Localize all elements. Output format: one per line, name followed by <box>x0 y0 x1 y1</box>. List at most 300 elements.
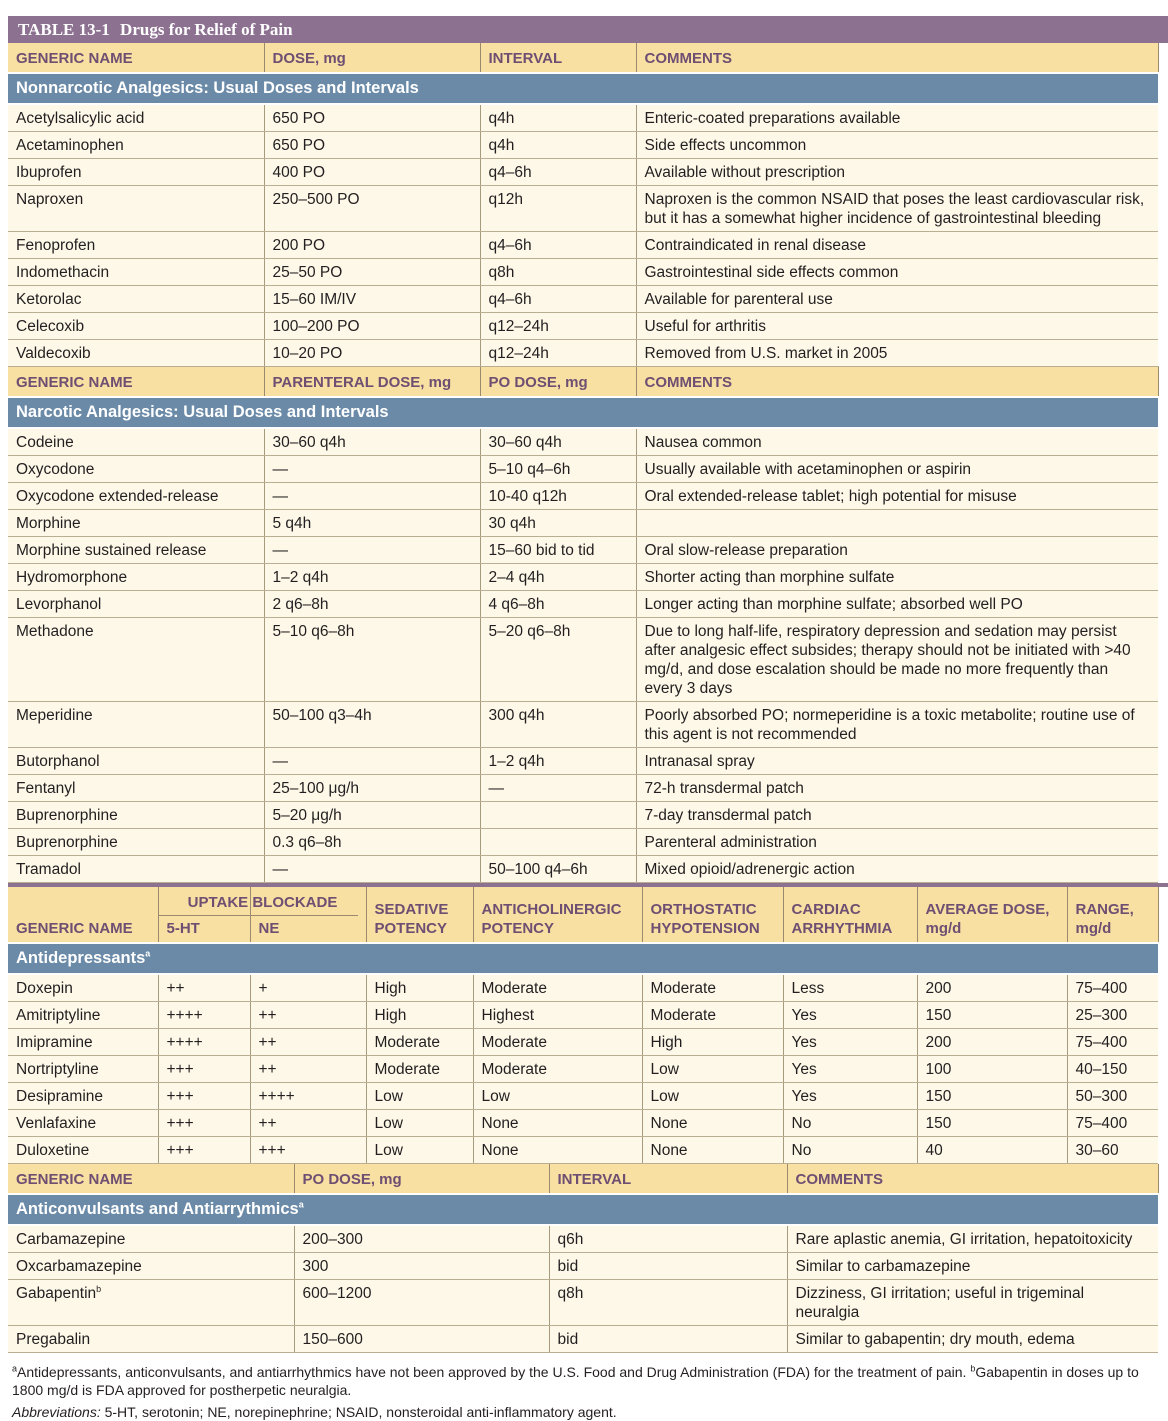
column-header-row <box>8 367 1158 398</box>
column-header: INTERVAL <box>549 1164 787 1194</box>
column-header: ANTICHOLINERGIC POTENCY <box>473 887 642 943</box>
table-cell <box>158 1083 250 1110</box>
cell-text: Usually available with acetaminophen or aspirin <box>644 461 972 478</box>
cell-text: ++++ <box>166 1034 203 1051</box>
abbreviations-label: Abbreviations: <box>12 1404 101 1420</box>
table-cell <box>366 1110 473 1137</box>
cell-text: Nausea common <box>644 434 762 451</box>
section-title <box>8 397 1158 428</box>
table-cell <box>636 340 1158 367</box>
table-cell <box>264 591 480 618</box>
cell-text: 5–10 q4–6h <box>488 461 571 478</box>
column-header: SEDATIVE POTENCY <box>366 887 473 943</box>
column-header-ne: NE <box>258 920 280 937</box>
cell-text: 650 PO <box>272 137 326 154</box>
cell-text: bid <box>557 1331 579 1348</box>
table-cell <box>636 802 1158 829</box>
cell-text: Low <box>650 1088 679 1105</box>
cell-text: Moderate <box>481 1061 547 1078</box>
cell-text: Desipramine <box>16 1088 104 1105</box>
cell-text: 40 <box>925 1142 943 1159</box>
cell-text: 150 <box>925 1007 952 1024</box>
table-number: TABLE 13-1 <box>18 20 110 39</box>
table-cell <box>8 1225 294 1253</box>
cell-text: Intranasal spray <box>644 753 755 770</box>
cell-text: 30–60 q4h <box>488 434 562 451</box>
table-cell <box>783 1083 917 1110</box>
table-cell <box>636 186 1158 232</box>
section-title-row <box>8 943 1158 974</box>
section-title <box>8 943 1158 974</box>
cell-text: q8h <box>557 1285 584 1302</box>
footnote-b-marker: b <box>970 1363 976 1374</box>
cell-text: q4–6h <box>488 164 532 181</box>
footnotes <box>8 1363 1152 1421</box>
table-cell <box>8 1083 158 1110</box>
cell-text: Ibuprofen <box>16 164 82 181</box>
table-cell <box>250 1083 366 1110</box>
table-cell <box>8 456 264 483</box>
table-row <box>8 1029 1158 1056</box>
table-cell <box>636 483 1158 510</box>
table-cell <box>264 340 480 367</box>
cell-text: Buprenorphine <box>16 834 118 851</box>
table-cell <box>480 232 636 259</box>
table-cell <box>264 618 480 702</box>
cell-text: 300 q4h <box>488 707 545 724</box>
table-cell <box>480 564 636 591</box>
cell-text: Hydromorphone <box>16 569 128 586</box>
table-title-bar <box>8 16 1168 43</box>
table-cell <box>8 159 264 186</box>
table-cell <box>549 1225 787 1253</box>
cell-text: 5–20 μg/h <box>272 807 342 824</box>
table-row <box>8 186 1158 232</box>
table-cell <box>1067 974 1158 1002</box>
cell-text: Imipramine <box>16 1034 93 1051</box>
column-header: AVERAGE DOSE, mg/d <box>917 887 1067 943</box>
table-row <box>8 702 1158 748</box>
table-cell <box>250 974 366 1002</box>
table-row <box>8 1056 1158 1083</box>
table-name: Drugs for Relief of Pain <box>120 20 293 39</box>
cell-text: 75–400 <box>1075 1115 1128 1132</box>
abbreviations <box>12 1403 1152 1421</box>
table-cell <box>480 456 636 483</box>
cell-text: Low <box>374 1142 403 1159</box>
table-cell <box>636 232 1158 259</box>
cell-text: Similar to gabapentin; dry mouth, edema <box>795 1331 1075 1348</box>
cell-text: — <box>272 753 288 770</box>
table-cell <box>473 1110 642 1137</box>
table-cell <box>294 1225 549 1253</box>
cell-text: 25–50 PO <box>272 264 343 281</box>
cell-text: Yes <box>791 1061 817 1078</box>
analgesics-table <box>8 43 1159 883</box>
table-cell <box>480 618 636 702</box>
table-cell <box>366 1029 473 1056</box>
table-cell <box>294 1326 549 1353</box>
table-cell <box>642 1029 783 1056</box>
cell-text: Useful for arthritis <box>644 318 766 335</box>
table-cell <box>8 856 264 883</box>
cell-text: Meperidine <box>16 707 93 724</box>
table-cell <box>264 259 480 286</box>
cell-text: Naproxen <box>16 191 84 208</box>
cell-text: 1–2 q4h <box>488 753 545 770</box>
table-cell <box>783 1137 917 1164</box>
section-title-footnote-marker: a <box>145 948 151 959</box>
table-cell <box>480 829 636 856</box>
table-cell <box>264 104 480 132</box>
table-cell <box>294 1280 549 1326</box>
table-cell <box>366 1056 473 1083</box>
table-cell <box>480 313 636 340</box>
cell-text: Ketorolac <box>16 291 82 308</box>
column-header: PO DOSE, mg <box>480 367 636 398</box>
cell-text: 50–300 <box>1075 1088 1128 1105</box>
table-cell <box>8 1056 158 1083</box>
cell-text: Oxycodone extended-release <box>16 488 219 505</box>
cell-text: None <box>481 1115 519 1132</box>
table-cell <box>636 456 1158 483</box>
cell-text: ++++ <box>166 1007 203 1024</box>
table-cell <box>636 748 1158 775</box>
cell-text: Levorphanol <box>16 596 102 613</box>
cell-text: — <box>272 542 288 559</box>
cell-text: 7-day transdermal patch <box>644 807 812 824</box>
cell-text: Moderate <box>374 1034 440 1051</box>
table-cell <box>8 1110 158 1137</box>
table-row <box>8 618 1158 702</box>
table-cell <box>8 104 264 132</box>
cell-text: Tramadol <box>16 861 81 878</box>
table-cell <box>1067 1110 1158 1137</box>
cell-text: 400 PO <box>272 164 326 181</box>
table-cell <box>264 159 480 186</box>
table-cell <box>480 483 636 510</box>
column-header: GENERIC NAME <box>8 367 264 398</box>
cell-text: High <box>374 980 407 997</box>
cell-text: Longer acting than morphine sulfate; absorbed well PO <box>644 596 1023 613</box>
cell-text: 4 q6–8h <box>488 596 545 613</box>
table-cell <box>1067 1083 1158 1110</box>
cell-text: Moderate <box>481 980 547 997</box>
table-cell <box>787 1253 1158 1280</box>
cell-text: None <box>481 1142 519 1159</box>
cell-text: Due to long half-life, respiratory depression and sedation may persist after analgesic effect subsides; therapy should not be initiated with >40 mg/d, and dose escalation should be made no more frequently than every 3 days <box>644 623 1131 697</box>
antidepressants-table <box>8 887 1159 1164</box>
cell-text: 250–500 PO <box>272 191 360 208</box>
table-cell <box>636 259 1158 286</box>
section-title-text: Anticonvulsants and Antiarrythmics <box>16 1200 299 1218</box>
table-row <box>8 483 1158 510</box>
table-row <box>8 1137 1158 1164</box>
table-cell <box>549 1326 787 1353</box>
section-title-row <box>8 1194 1158 1225</box>
table-cell <box>917 1137 1067 1164</box>
cell-text: Nortriptyline <box>16 1061 99 1078</box>
cell-text: Pregabalin <box>16 1331 91 1348</box>
table-cell <box>787 1326 1158 1353</box>
table-row <box>8 159 1158 186</box>
table-cell <box>8 591 264 618</box>
column-header-row <box>8 887 1158 943</box>
cell-text: 30–60 <box>1075 1142 1119 1159</box>
cell-text: Parenteral administration <box>644 834 817 851</box>
section-title-row <box>8 73 1158 104</box>
table-row <box>8 1002 1158 1029</box>
cell-text: Naproxen is the common NSAID that poses the least cardiovascular risk, but it has a somewhat higher incidence of gastrointestinal bleeding <box>644 191 1145 227</box>
column-header: PARENTERAL DOSE, mg <box>264 367 480 398</box>
table-cell <box>642 1083 783 1110</box>
column-header: CARDIAC ARRHYTHMIA <box>783 887 917 943</box>
column-header: INTERVAL <box>480 43 636 73</box>
table-cell <box>480 259 636 286</box>
cell-text: 2 q6–8h <box>272 596 329 613</box>
column-header: GENERIC NAME <box>8 1164 294 1194</box>
table-cell <box>366 1083 473 1110</box>
table-cell <box>8 186 264 232</box>
cell-text: Yes <box>791 1007 817 1024</box>
cell-text: Low <box>481 1088 510 1105</box>
table-cell <box>480 428 636 456</box>
column-header: ORTHOSTATIC HYPOTENSION <box>642 887 783 943</box>
table-cell <box>366 1002 473 1029</box>
table-row <box>8 537 1158 564</box>
section-title <box>8 1194 1158 1225</box>
cell-text: Moderate <box>650 1007 716 1024</box>
table-cell <box>158 1056 250 1083</box>
cell-text: 300 <box>302 1258 329 1275</box>
cell-text: Similar to carbamazepine <box>795 1258 971 1275</box>
table-cell <box>294 1253 549 1280</box>
table-row <box>8 1326 1158 1353</box>
table-cell <box>917 1083 1067 1110</box>
table-row <box>8 748 1158 775</box>
cell-text: +++ <box>166 1115 194 1132</box>
table-cell <box>264 132 480 159</box>
table-row <box>8 564 1158 591</box>
table-cell <box>787 1225 1158 1253</box>
footnote-a-marker: a <box>12 1363 18 1374</box>
cell-text: Oxcarbamazepine <box>16 1258 142 1275</box>
cell-text: bid <box>557 1258 579 1275</box>
cell-text: Less <box>791 980 825 997</box>
cell-text: — <box>272 488 288 505</box>
table-cell <box>264 286 480 313</box>
footnote-a-text: Antidepressants, anticonvulsants, and antiarrhythmics have not been approved by the U.S. Food and Drug Administration (FDA) for the treatment of pain. <box>17 1364 967 1380</box>
cell-text: Available without prescription <box>644 164 845 181</box>
table-cell <box>480 510 636 537</box>
cell-text: 75–400 <box>1075 1034 1128 1051</box>
cell-text: Mixed opioid/adrenergic action <box>644 861 855 878</box>
column-header-5ht: 5-HT <box>166 920 200 937</box>
cell-text: 5 q4h <box>272 515 312 532</box>
cell-text: Low <box>650 1061 679 1078</box>
table-cell <box>264 510 480 537</box>
cell-text: Oral slow-release preparation <box>644 542 848 559</box>
table-cell <box>8 259 264 286</box>
footnote-b-text: Gabapentin in doses up to 1800 mg/d is FDA approved for postherpetic neuralgia. <box>12 1364 1139 1398</box>
cell-text: — <box>272 861 288 878</box>
table-cell <box>8 286 264 313</box>
column-header: DOSE, mg <box>264 43 480 73</box>
cell-text: 5–20 q6–8h <box>488 623 571 640</box>
cell-text: 25–100 μg/h <box>272 780 360 797</box>
cell-text: 600–1200 <box>302 1285 372 1302</box>
table-cell <box>480 748 636 775</box>
table-cell <box>264 856 480 883</box>
cell-text: 10–20 PO <box>272 345 343 362</box>
table-cell <box>158 1002 250 1029</box>
table-cell <box>8 702 264 748</box>
cell-text: Fentanyl <box>16 780 76 797</box>
table-cell <box>264 702 480 748</box>
cell-text: No <box>791 1142 812 1159</box>
cell-text: 150 <box>925 1088 952 1105</box>
column-header: COMMENTS <box>787 1164 1158 1194</box>
table-row <box>8 104 1158 132</box>
table-row <box>8 1280 1158 1326</box>
table-cell <box>636 104 1158 132</box>
table-cell <box>264 537 480 564</box>
column-header: GENERIC NAME <box>8 887 158 943</box>
table-cell <box>636 856 1158 883</box>
cell-text: Shorter acting than morphine sulfate <box>644 569 895 586</box>
cell-text: 40–150 <box>1075 1061 1128 1078</box>
cell-text: 200 <box>925 1034 952 1051</box>
cell-text: Available for parenteral use <box>644 291 833 308</box>
column-header: COMMENTS <box>636 367 1158 398</box>
column-header-row <box>8 1164 1158 1194</box>
cell-text: 200–300 <box>302 1231 363 1248</box>
table-cell <box>783 1002 917 1029</box>
table-cell <box>264 313 480 340</box>
cell-text: 10-40 q12h <box>488 488 567 505</box>
cell-text: 150–600 <box>302 1331 363 1348</box>
uptake-blockade-label: UPTAKE BLOCKADE <box>159 893 367 916</box>
table-cell <box>473 1137 642 1164</box>
table-cell <box>8 428 264 456</box>
table-cell <box>636 702 1158 748</box>
cell-text: Gastrointestinal side effects common <box>644 264 899 281</box>
table-cell <box>1067 1029 1158 1056</box>
cell-text: Oral extended-release tablet; high potential for misuse <box>644 488 1017 505</box>
cell-text: Codeine <box>16 434 74 451</box>
table-cell <box>8 775 264 802</box>
cell-text: High <box>650 1034 683 1051</box>
table-cell <box>549 1253 787 1280</box>
cell-text: Gabapentin <box>16 1285 97 1302</box>
cell-text: +++ <box>258 1142 286 1159</box>
table-cell <box>8 537 264 564</box>
column-header: RANGE, mg/d <box>1067 887 1158 943</box>
table-cell <box>8 510 264 537</box>
table-cell <box>250 1137 366 1164</box>
cell-text: No <box>791 1115 812 1132</box>
cell-text: High <box>374 1007 407 1024</box>
cell-text: None <box>650 1142 688 1159</box>
table-cell <box>158 1137 250 1164</box>
table-row <box>8 286 1158 313</box>
cell-text: Removed from U.S. market in 2005 <box>644 345 888 362</box>
cell-text: +++ <box>166 1142 194 1159</box>
cell-text: 100–200 PO <box>272 318 360 335</box>
table-cell <box>636 618 1158 702</box>
cell-text: Enteric-coated preparations available <box>644 110 901 127</box>
table-cell <box>8 802 264 829</box>
cell-text: 5–10 q6–8h <box>272 623 355 640</box>
footnote-b-marker: b <box>96 1283 102 1294</box>
table-cell <box>8 483 264 510</box>
table-cell <box>480 537 636 564</box>
table-cell <box>264 829 480 856</box>
table-cell <box>480 132 636 159</box>
cell-text: Oxycodone <box>16 461 95 478</box>
cell-text: 50–100 q4–6h <box>488 861 588 878</box>
cell-text: q6h <box>557 1231 584 1248</box>
cell-text: 150 <box>925 1115 952 1132</box>
cell-text: ++ <box>258 1115 277 1132</box>
table-cell <box>473 1083 642 1110</box>
cell-text: ++ <box>258 1007 277 1024</box>
table-cell <box>636 591 1158 618</box>
table-cell <box>8 232 264 259</box>
cell-text: Highest <box>481 1007 535 1024</box>
table-cell <box>480 186 636 232</box>
table-cell <box>8 1326 294 1353</box>
table-cell <box>158 1110 250 1137</box>
table-row <box>8 510 1158 537</box>
table-row <box>8 428 1158 456</box>
cell-text: Moderate <box>650 980 716 997</box>
table-cell <box>366 1137 473 1164</box>
table-cell <box>250 1029 366 1056</box>
cell-text: Contraindicated in renal disease <box>644 237 866 254</box>
cell-text: Yes <box>791 1034 817 1051</box>
table-cell <box>636 537 1158 564</box>
table-row <box>8 802 1158 829</box>
table-cell <box>636 428 1158 456</box>
table-cell <box>8 1137 158 1164</box>
cell-text: Methadone <box>16 623 94 640</box>
cell-text: Morphine sustained release <box>16 542 207 559</box>
cell-text: Yes <box>791 1088 817 1105</box>
table-row <box>8 856 1158 883</box>
table-cell <box>480 104 636 132</box>
cell-text: q4h <box>488 137 515 154</box>
table-cell <box>8 132 264 159</box>
cell-text: Doxepin <box>16 980 73 997</box>
cell-text: 100 <box>925 1061 952 1078</box>
table-cell <box>480 802 636 829</box>
table-cell <box>480 286 636 313</box>
cell-text: Duloxetine <box>16 1142 90 1159</box>
table-cell <box>642 1002 783 1029</box>
section-title-footnote-marker: a <box>298 1199 304 1210</box>
table-cell <box>366 974 473 1002</box>
table-cell <box>1067 1056 1158 1083</box>
cell-text: Poorly absorbed PO; normeperidine is a toxic metabolite; routine use of this agent is not recommended <box>644 707 1135 743</box>
cell-text: q4h <box>488 110 515 127</box>
table-cell <box>8 1253 294 1280</box>
cell-text: 2–4 q4h <box>488 569 545 586</box>
table-row <box>8 1253 1158 1280</box>
table-cell <box>636 775 1158 802</box>
table-cell <box>636 286 1158 313</box>
section-title-row <box>8 397 1158 428</box>
